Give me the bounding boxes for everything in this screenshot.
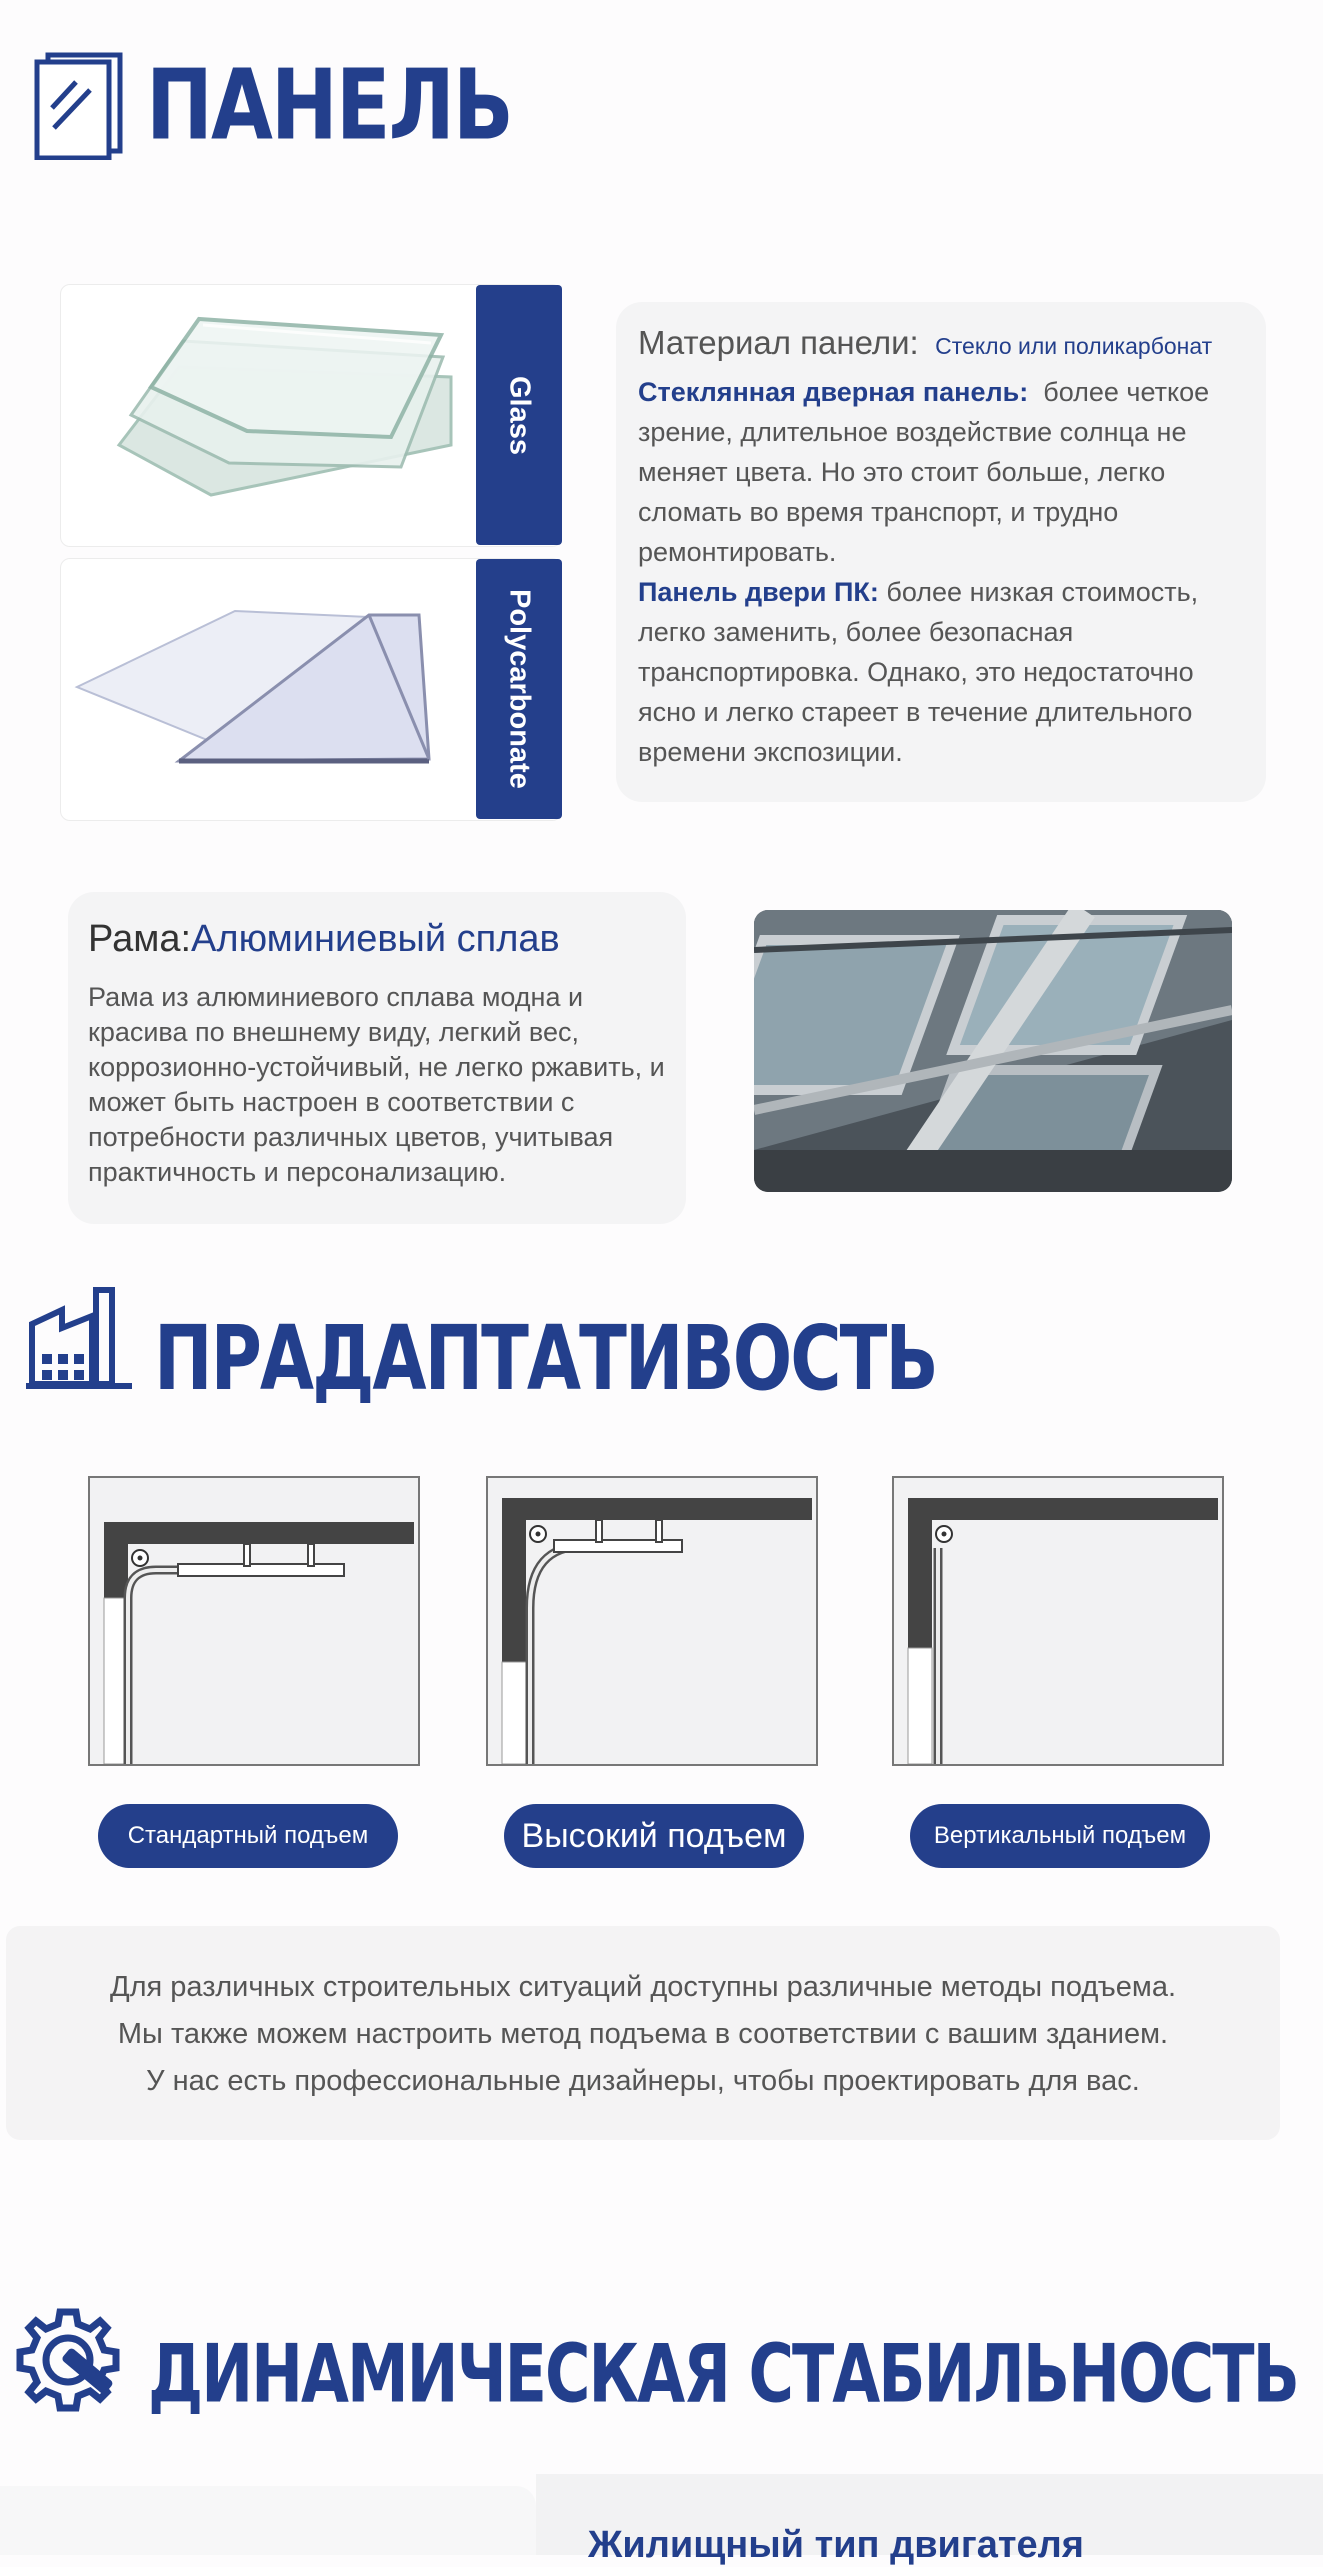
frame-photo	[754, 910, 1232, 1192]
frame-label: Рама:	[88, 918, 192, 960]
lift-info-text	[6, 1964, 1280, 2105]
tab-glass-label: Glass	[503, 375, 536, 455]
high-lift-diagram	[486, 1476, 818, 1766]
adaptability-title: ПРАДАПТАТИВОСТЬ	[154, 1306, 937, 1411]
material-description	[638, 372, 1254, 772]
pc-heading: Панель двери ПК:	[638, 577, 879, 607]
frame-heading	[88, 918, 560, 961]
material-card	[616, 302, 1266, 802]
stability-subtitle: Жилищный тип двигателя	[588, 2524, 1084, 2566]
glass-text: более четкое зрение, длительное воздействие солнца не меняет цвета. Но это стоит больше, легко сломать во время транспорт, и трудно ремонтировать.	[638, 377, 1210, 567]
lift-info-line-3: У нас есть профессиональные дизайнеры, чтобы проектировать для вас.	[146, 2065, 1140, 2097]
lift-info-line-1: Для различных строительных ситуаций доступны различные методы подъема.	[109, 1971, 1177, 2003]
panel-title: ПАНЕЛЬ	[146, 48, 512, 162]
vertical-lift-label: Вертикальный подъем	[933, 1822, 1187, 1849]
factory-icon	[26, 1284, 132, 1394]
panel-icon	[34, 52, 124, 160]
material-value: Стекло или поликарбонат	[935, 333, 1213, 359]
frame-value: Алюминиевый сплав	[191, 918, 560, 960]
vertical-lift-button[interactable]	[910, 1804, 1210, 1868]
gear-wrench-icon	[12, 2304, 124, 2416]
tab-polycarbonate-label: Polycarbonate	[503, 589, 536, 789]
lift-info-box	[6, 1926, 1280, 2140]
stability-title: ДИНАМИЧЕСКАЯ СТАБИЛЬНОСТЬ	[148, 2326, 1298, 2421]
vertical-lift-diagram	[892, 1476, 1224, 1766]
material-row	[638, 324, 1212, 362]
glass-heading: Стеклянная дверная панель:	[638, 377, 1029, 407]
lift-info-line-2: Мы также можем настроить метод подъема в соответствии с вашим зданием.	[117, 2018, 1169, 2050]
tab-glass[interactable]	[476, 285, 562, 545]
standard-lift-label: Стандартный подъем	[127, 1822, 369, 1849]
high-lift-button[interactable]	[504, 1804, 804, 1868]
material-label: Материал панели:	[638, 324, 919, 361]
standard-lift-button[interactable]	[98, 1804, 398, 1868]
frame-description: Рама из алюминиевого сплава модна и красива по внешнему виду, легкий вес, коррозионно-устойчивый, не легко ржавить, и может быть настроен в соответствии с потребности различных цветов, учитывая практичность и персонализацию.	[88, 982, 665, 1187]
stability-left-panel	[0, 2486, 536, 2555]
standard-lift-diagram	[88, 1476, 420, 1766]
frame-card	[68, 892, 686, 1224]
tab-polycarbonate[interactable]	[476, 559, 562, 819]
pc-text: более низкая стоимость, легко заменить, более безопасная транспортировка. Однако, это недостаточно ясно и легко стареет в течение длительного времени экспозиции.	[638, 577, 1199, 767]
high-lift-label: Высокий подъем	[521, 1816, 787, 1855]
